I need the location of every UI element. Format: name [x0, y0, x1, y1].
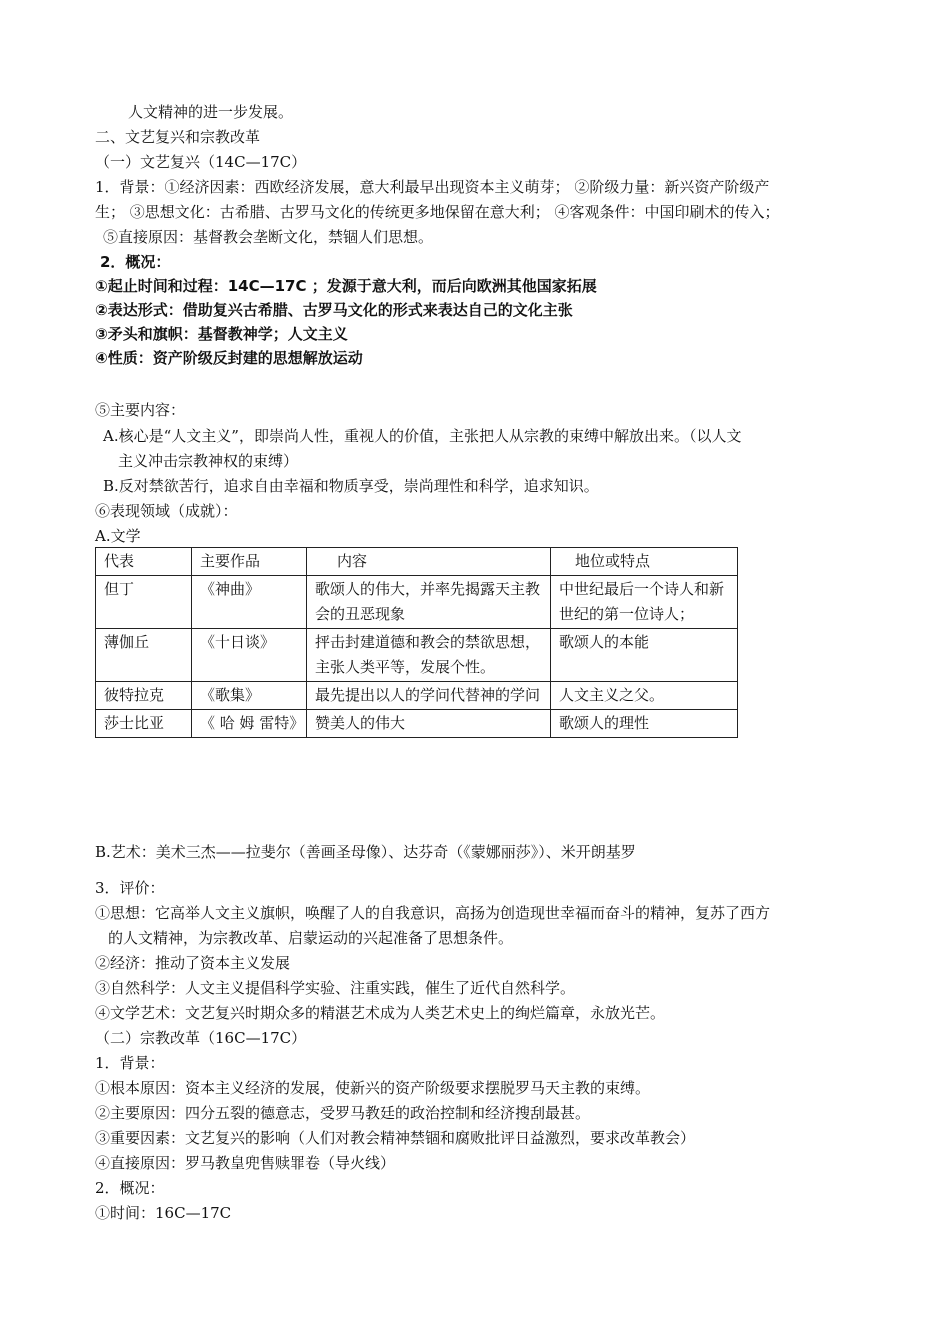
text-line: 生； ③思想文化：古希腊、古罗马文化的传统更多地保留在意大利； ④客观条件：中国印刷术的传入；: [95, 203, 780, 221]
text-line: ⑤直接原因：基督教会垄断文化，禁锢人们思想。: [103, 228, 434, 246]
text-line: ⑤主要内容：: [95, 401, 186, 419]
text-line: ④文学艺术：文艺复兴时期众多的精湛艺术成为人类艺术史上的绚烂篇章，永放光芒。: [95, 1004, 666, 1022]
table-cell: 歌颂人的本能: [551, 629, 738, 682]
table-cell: 彼特拉克: [96, 682, 192, 710]
table-row: [96, 629, 738, 682]
table-cell: 《歌集》: [192, 682, 307, 710]
text-line: A.核心是“人文主义”，即崇尚人性，重视人的价值，主张把人从宗教的束缚中解放出来。（以人文: [103, 427, 742, 445]
text-line: ③自然科学：人文主义提倡科学实验、注重实践，催生了近代自然科学。: [95, 979, 576, 997]
text-line: B.反对禁欲苦行，追求自由幸福和物质享受，崇尚理性和科学，追求知识。: [103, 477, 599, 495]
bold-line: ①起止时间和过程：14C—17C ；发源于意大利，而后向欧洲其他国家拓展: [95, 277, 597, 295]
table-cell: 但丁: [96, 576, 192, 629]
text-line: 人文精神的进一步发展。: [128, 103, 294, 121]
table-cell: 歌颂人的理性: [551, 710, 738, 738]
table-header-row: [96, 548, 738, 576]
section-heading: 二、文艺复兴和宗教改革: [95, 128, 261, 146]
text-line: ④直接原因：罗马教皇兜售赎罪卷（导火线）: [95, 1154, 396, 1172]
text-line: 2．概况：: [95, 1179, 165, 1197]
text-line: 的人文精神，为宗教改革、启蒙运动的兴起准备了思想条件。: [108, 929, 514, 947]
table-row: [96, 576, 738, 629]
table-header-cell: 地位或特点: [551, 548, 738, 576]
text-line: 3．评价：: [95, 879, 165, 897]
text-line: B.艺术：美术三杰——拉斐尔（善画圣母像）、达芬奇（《蒙娜丽莎》）、米开朗基罗: [95, 843, 636, 861]
table-cell: 中世纪最后一个诗人和新世纪的第一位诗人；: [551, 576, 738, 629]
literature-table: [95, 547, 738, 738]
table-row: [96, 710, 738, 738]
table-cell: 薄伽丘: [96, 629, 192, 682]
text-line: ①思想：它高举人文主义旗帜，唤醒了人的自我意识，高扬为创造现世幸福而奋斗的精神，复苏了西方: [95, 904, 771, 922]
table-cell: 赞美人的伟大: [307, 710, 551, 738]
table-cell: 歌颂人的伟大，并率先揭露天主教会的丑恶现象: [307, 576, 551, 629]
text-line: A.文学: [95, 527, 141, 545]
subsection-heading: （一）文艺复兴（14C—17C）: [95, 153, 307, 171]
table-cell: 《神曲》: [192, 576, 307, 629]
text-line: 1．背景：①经济因素：西欧经济发展，意大利最早出现资本主义萌芽； ②阶级力量：新兴资产阶级产: [95, 178, 770, 196]
table-cell: 人文主义之父。: [551, 682, 738, 710]
text-line: ⑥表现领域（成就）：: [95, 502, 238, 520]
table-cell: 《十日谈》: [192, 629, 307, 682]
table-cell: 抨击封建道德和教会的禁欲思想，主张人类平等，发展个性。: [307, 629, 551, 682]
table-header-cell: 内容: [307, 548, 551, 576]
table-cell: 莎士比亚: [96, 710, 192, 738]
table-header-cell: 主要作品: [192, 548, 307, 576]
bold-heading: 2．概况：: [100, 253, 171, 271]
text-line: ①根本原因：资本主义经济的发展，使新兴的资产阶级要求摆脱罗马天主教的束缚。: [95, 1079, 651, 1097]
subsection-heading: （二）宗教改革（16C—17C）: [95, 1029, 307, 1047]
table-cell: 《 哈 姆 雷特》: [192, 710, 307, 738]
table-row: [96, 682, 738, 710]
text-line: ②经济：推动了资本主义发展: [95, 954, 291, 972]
table-header-cell: 代表: [96, 548, 192, 576]
text-line: ③重要因素：文艺复兴的影响（人们对教会精神禁锢和腐败批评日益激烈，要求改革教会）: [95, 1129, 696, 1147]
bold-line: ④性质：资产阶级反封建的思想解放运动: [95, 349, 363, 367]
table-cell: 最先提出以人的学问代替神的学问: [307, 682, 551, 710]
text-line: 主义冲击宗教神权的束缚）: [118, 452, 299, 470]
bold-line: ③矛头和旗帜：基督教神学；人文主义: [95, 325, 348, 343]
text-line: ①时间：16C—17C: [95, 1204, 232, 1222]
bold-line: ②表达形式：借助复兴古希腊、古罗马文化的形式来表达自己的文化主张: [95, 301, 573, 319]
text-line: 1．背景：: [95, 1054, 165, 1072]
text-line: ②主要原因：四分五裂的德意志，受罗马教廷的政治控制和经济搜刮最甚。: [95, 1104, 591, 1122]
